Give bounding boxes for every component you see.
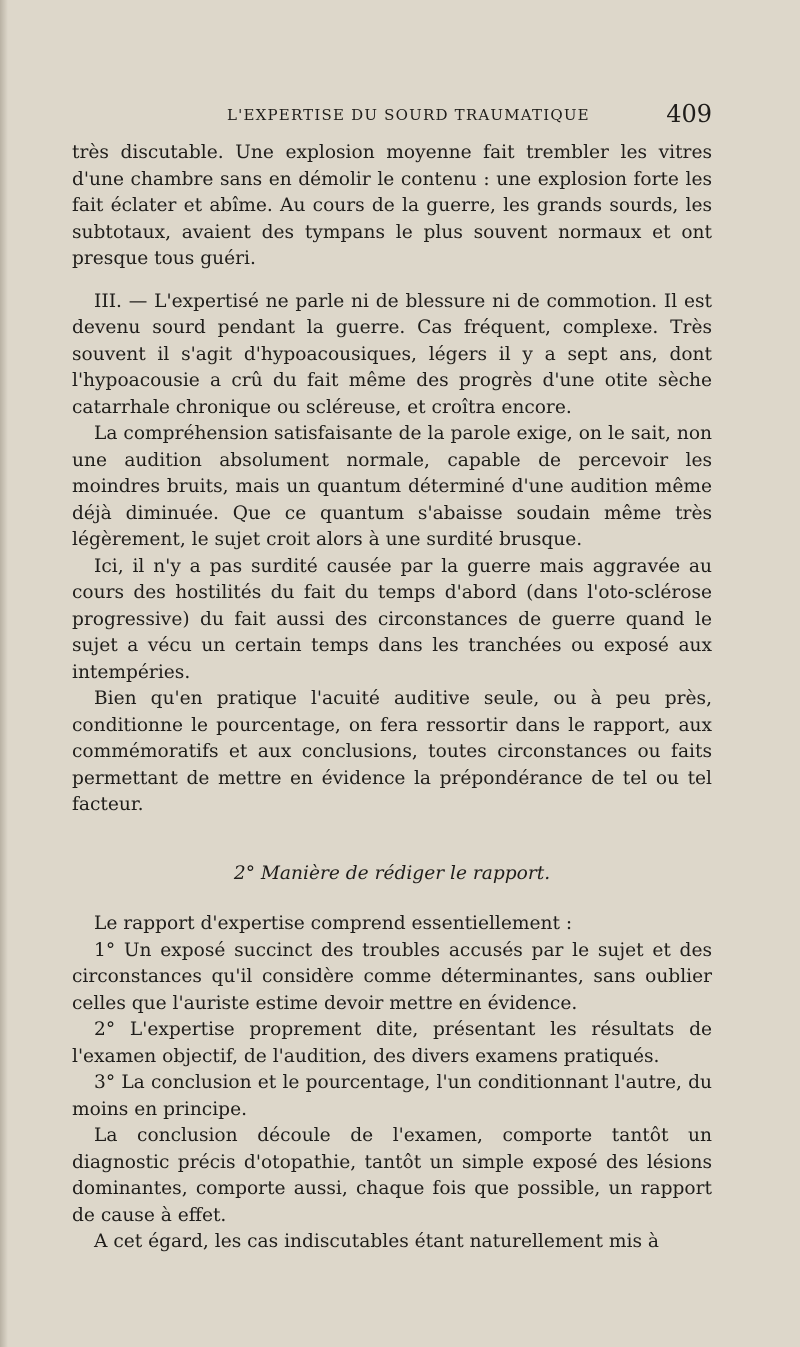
body-text: [72, 140, 712, 1256]
paragraph-comprehension: La compréhension satisfaisante de la parole exige, on le sait, non une audition absolument normale, capable de percevoir les moindres bruits, mais un quantum déterminé d'une audition même déjà diminuée. Que ce quantum s'abaisse soudain même très légèrement, le sujet croit alors à une surdité brusque.: [72, 423, 712, 550]
paragraph-item-two: 2° L'expertise proprement dite, présentant les résultats de l'examen objectif, de l'audition, des divers examens pratiqués.: [72, 1019, 712, 1067]
paragraph-final-line: A cet égard, les cas indiscutables étant naturellement mis à: [94, 1231, 659, 1252]
paragraph-continuation: très discutable. Une explosion moyenne fait trembler les vitres d'une chambre sans en démolir le contenu : une explosion forte les fait éclater et abîme. Au cours de la guerre, les grands sourds, les subtotaux, avaient des tympans le plus souvent normaux et ont presque tous guéri.: [72, 142, 712, 269]
paragraph-report-intro: Le rapport d'expertise comprend essentiellement :: [94, 913, 573, 934]
paragraph-percentage: Bien qu'en pratique l'acuité auditive seule, ou à peu près, conditionne le pourcentage, on fera ressortir dans le rapport, aux commémoratifs et aux conclusions, toutes circonstances ou faits permettant de mettre en évidence la prépondérance de tel ou tel facteur.: [72, 688, 712, 815]
paragraph-item-one: 1° Un exposé succinct des troubles accusés par le sujet et des circonstances qu'il considère comme déterminantes, sans oublier celles que l'auriste estime devoir mettre en évidence.: [72, 939, 712, 1014]
section-title: 2° Manière de rédiger le rapport.: [233, 862, 551, 884]
paragraph-case-three: III. — L'expertisé ne parle ni de blessure ni de commotion. Il est devenu sourd pendant la guerre. Cas fréquent, complexe. Très souvent il s'agit d'hypoacousiques, légers il y a sept ans, dont l'hypoacousie a crû du fait même des progrès d'une otite sèche catarrhale chronique ou scléreuse, et croîtra encore.: [72, 290, 712, 418]
page-number: 409: [666, 100, 712, 128]
page-spine-shadow: [0, 0, 8, 1347]
running-title: L'EXPERTISE DU SOURD TRAUMATIQUE: [227, 106, 590, 124]
paragraph-conclusion: La conclusion découle de l'examen, comporte tantôt un diagnostic précis d'otopathie, tantôt un simple exposé des lésions dominantes, comporte aussi, chaque fois que possible, un rapport de cause à effet.: [72, 1125, 712, 1226]
paragraph-item-three: 3° La conclusion et le pourcentage, l'un conditionnant l'autre, du moins en principe.: [72, 1072, 712, 1120]
paragraph-aggravation: Ici, il n'y a pas surdité causée par la guerre mais aggravée au cours des hostilités du fait du temps d'abord (dans l'oto-sclérose progressive) du fait aussi des circonstances de guerre quand le sujet a vécu un certain temps dans les tranchées ou exposé aux intempéries.: [72, 555, 712, 683]
page-header: [72, 100, 712, 134]
